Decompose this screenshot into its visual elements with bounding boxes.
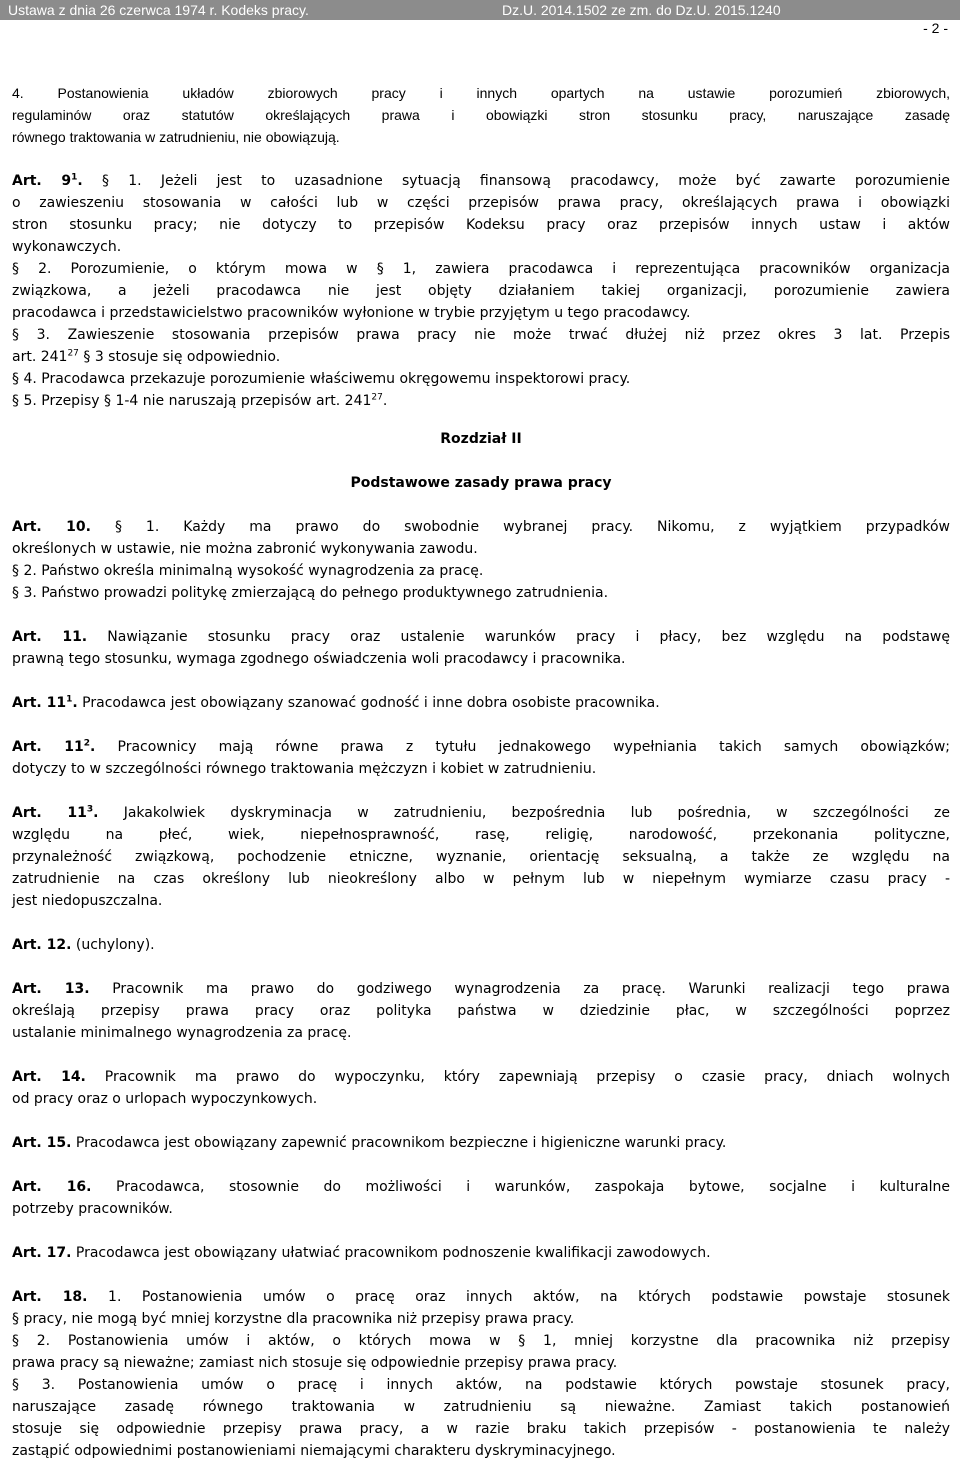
art17-line: Art. 17. Pracodawca jest obowiązany ułatwiać pracownikom podnoszenie kwalifikacji zawodowych. bbox=[12, 1245, 711, 1261]
article-label: Art. 15. bbox=[12, 1135, 72, 1151]
paragraph-sign: § bbox=[12, 563, 19, 579]
paragraph-sign: § bbox=[12, 1333, 19, 1349]
chapter-number: Rozdział II bbox=[440, 431, 522, 447]
art9-1-para4-line: regulaminów oraz statutów określających prawa i obowiązki stron stosunku pracy, naruszające zasadę bbox=[12, 107, 950, 123]
paragraph-sign: § bbox=[12, 585, 19, 601]
art11-line: Art. 11. Nawiązanie stosunku pracy oraz ustalenie warunków pracy i płacy, bez względu na podstawę bbox=[12, 629, 950, 645]
paragraph-sign: § bbox=[104, 393, 111, 409]
art11-3-line: zatrudnienie na czas określony lub nieokreślony albo w pełnym lub w niepełnym wymiarze czasu pracy - bbox=[12, 871, 950, 887]
art9-2-para2-line: pracodawca i przedstawicielstwo pracowników wyłonione w trybie przyjętym u tego pracodawcy. bbox=[12, 305, 691, 321]
article-label: Art. 11. bbox=[12, 629, 88, 645]
art9-2-para1-line: Art. $9^1$. § 1. Jeżeli jest to uzasadnione sytuacją finansową pracodawcy, może być zawarte porozumienie bbox=[12, 172, 951, 189]
art9-2-para4-line: § 4. Pracodawca przekazuje porozumienie właściwemu okręgowemu inspektorowi pracy. bbox=[12, 371, 631, 387]
page-number: - 2 - bbox=[923, 20, 948, 36]
art18-para3-line: zastąpić odpowiednimi postanowieniami niemającymi charakteru dyskryminacyjnego. bbox=[12, 1443, 616, 1459]
art18-para3-line: naruszające zasadę równego traktowania w zatrudnieniu są nieważne. Zamiast takich postanowień bbox=[12, 1399, 950, 1415]
art9-2-para1-line: wykonawczych. bbox=[12, 239, 122, 255]
art13-line: określają przepisy prawa pracy oraz polityka państwa w dziedzinie płac, w szczególności poprzez bbox=[12, 1003, 950, 1019]
article-label: Art. 16. bbox=[12, 1179, 92, 1195]
paragraph-sign: § bbox=[12, 1377, 19, 1393]
art9-2-para2-line: związkowa, a jeżeli pracodawca nie jest objęty działaniem takiej organizacji, porozumienie zawiera bbox=[12, 283, 950, 299]
art15-line: Art. 15. Pracodawca jest obowiązany zapewnić pracownikom bezpieczne i higieniczne warunki pracy. bbox=[12, 1135, 727, 1151]
article-label: Art. $11^3$. bbox=[12, 804, 99, 821]
art9-2-para2-line: § 2. Porozumienie, o którym mowa w § 1, zawiera pracodawca i reprezentująca pracowników organizacja bbox=[12, 261, 951, 277]
art18-para2-line: § 2. Postanowienia umów i aktów, o których mowa w § 1, mniej korzystne dla pracownika niż przepisy bbox=[12, 1333, 951, 1349]
paragraph-sign: § bbox=[12, 393, 19, 409]
article-label: Art. $11^2$. bbox=[12, 738, 96, 755]
paragraph-sign: § bbox=[518, 1333, 526, 1349]
art9-1-para4-line: 4. Postanowienia układów zbiorowych pracy i innych opartych na ustawie porozumień zbiorowych, bbox=[12, 85, 950, 101]
art11-3-line: Art. $11^3$. Jakakolwiek dyskryminacja w zatrudnieniu, bezpośrednia lub pośrednia, w szczególności ze bbox=[12, 804, 951, 821]
art11-3-line: względu na płeć, wiek, niepełnosprawność, rasę, religię, narodowość, przekonania polityczne, bbox=[12, 827, 950, 843]
paragraph-sign: § bbox=[12, 1311, 19, 1327]
art11-line: prawną tego stosunku, wymaga zgodnego oświadczenia woli pracodawcy i pracownika. bbox=[12, 651, 626, 667]
art9-1-para4-line: równego traktowania w zatrudnieniu, nie obowiązują. bbox=[12, 129, 340, 145]
paragraph-sign: § bbox=[12, 261, 19, 277]
article-label: Art. 14. bbox=[12, 1069, 86, 1085]
article-label: Art. 10. bbox=[12, 519, 91, 535]
article-label: Art. 18. bbox=[12, 1289, 88, 1305]
chapter-title: Podstawowe zasady prawa pracy bbox=[350, 475, 612, 491]
art16-line: potrzeby pracowników. bbox=[12, 1201, 173, 1217]
art18-para3-line: § 3. Postanowienia umów o pracę i innych aktów, na podstawie których powstaje stosunek pracy, bbox=[12, 1377, 951, 1393]
paragraph-sign: § bbox=[376, 261, 384, 277]
article-label: Art. $9^1$. bbox=[12, 172, 83, 189]
art11-1-line: Art. $11^1$. Pracodawca jest obowiązany szanować godność i inne dobra osobiste pracownika. bbox=[12, 694, 660, 711]
article-label: Art. $11^1$. bbox=[12, 694, 78, 711]
art9-2-para1-line: o zawieszeniu stosowania w całości lub w części przepisów prawa pracy, określających prawa i obowiązki bbox=[12, 195, 950, 211]
paragraph-sign: § bbox=[114, 519, 122, 535]
header-act-title: Ustawa z dnia 26 czerwca 1974 r. Kodeks pracy. bbox=[8, 2, 309, 18]
art9-2-para1-line: stron stosunku pracy; nie dotyczy to przepisów Kodeksu pracy oraz przepisów innych ustaw i aktów bbox=[12, 217, 950, 233]
art9-2-para3-line: art. $241^{27}$ § 3 stosuje się odpowiednio. bbox=[12, 348, 281, 365]
art18-para2-line: prawa pracy są nieważne; zamiast nich stosuje się odpowiednie przepisy prawa pracy. bbox=[12, 1355, 618, 1371]
art10-para1-line: Art. 10. § 1. Każdy ma prawo do swobodnie wybranej pracy. Nikomu, z wyjątkiem przypadków bbox=[12, 519, 951, 535]
art18-para1-line: § pracy, nie mogą być mniej korzystne dla pracownika niż przepisy prawa pracy. bbox=[12, 1311, 575, 1327]
paragraph-sign: § bbox=[102, 173, 109, 189]
art10-para3-line: § 3. Państwo prowadzi politykę zmierzającą do pełnego produktywnego zatrudnienia. bbox=[12, 585, 609, 601]
art9-2-para3-line: § 3. Zawieszenie stosowania przepisów prawa pracy nie może trwać dłużej niż przez okres 3 lat. Przepis bbox=[12, 327, 951, 343]
art11-3-line: przynależność związkową, pochodzenie etniczne, wyznanie, orientację seksualną, a także ze względu na bbox=[12, 849, 950, 865]
art18-para3-line: stosuje się odpowiednie przepisy prawa pracy, a w razie braku takich przepisów - postanowienia te należy bbox=[12, 1421, 950, 1437]
art13-line: Art. 13. Pracownik ma prawo do godziwego wynagrodzenia za pracę. Warunki realizacji tego prawa bbox=[12, 981, 950, 997]
art13-line: ustalanie minimalnego wynagrodzenia za pracę. bbox=[12, 1025, 352, 1041]
art11-3-line: jest niedopuszczalna. bbox=[12, 893, 163, 909]
header-journal-reference: Dz.U. 2014.1502 ze zm. do Dz.U. 2015.1240 bbox=[502, 2, 781, 18]
art10-para1-line: określonych w ustawie, nie można zabronić wykonywania zawodu. bbox=[12, 541, 478, 557]
art12-line: Art. 12. (uchylony). bbox=[12, 937, 155, 953]
paragraph-sign: § bbox=[83, 349, 91, 365]
art11-2-line: dotyczy to w szczególności równego traktowania mężczyzn i kobiet w zatrudnieniu. bbox=[12, 761, 597, 777]
page-header bbox=[0, 0, 960, 20]
art18-para1-line: Art. 18. 1. Postanowienia umów o pracę oraz innych aktów, na których podstawie powstaje stosunek bbox=[12, 1289, 950, 1305]
paragraph-sign: § bbox=[12, 327, 19, 343]
art11-2-line: Art. $11^2$. Pracownicy mają równe prawa z tytułu jednakowego wypełniania takich samych obowiązków; bbox=[12, 738, 950, 755]
art14-line: Art. 14. Pracownik ma prawo do wypoczynku, który zapewniają przepisy o czasie pracy, dniach wolnych bbox=[12, 1069, 950, 1085]
article-label: Art. 17. bbox=[12, 1245, 72, 1261]
art10-para2-line: § 2. Państwo określa minimalną wysokość wynagrodzenia za pracę. bbox=[12, 563, 484, 579]
art9-2-para5-line: § 5. Przepisy § 1-4 nie naruszają przepisów art. $241^{27}$. bbox=[12, 392, 388, 409]
art14-line: od pracy oraz o urlopach wypoczynkowych. bbox=[12, 1091, 318, 1107]
art16-line: Art. 16. Pracodawca, stosownie do możliwości i warunków, zaspokaja bytowe, socjalne i kulturalne bbox=[12, 1179, 950, 1195]
article-label: Art. 12. bbox=[12, 937, 72, 953]
article-label: Art. 13. bbox=[12, 981, 90, 997]
paragraph-sign: § bbox=[12, 371, 19, 387]
